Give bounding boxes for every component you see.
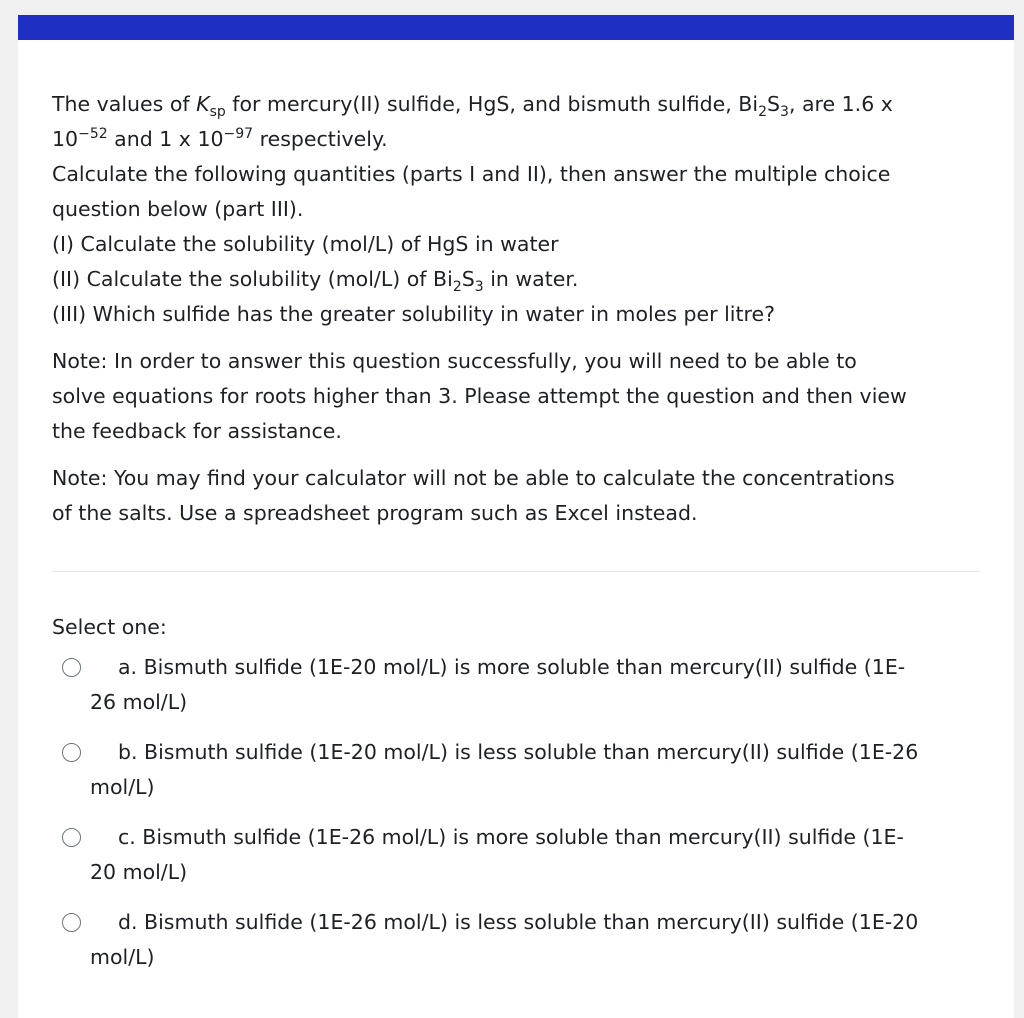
question-card [18,15,1014,1018]
question-part-1: (I) Calculate the solubility (mol/L) of HgS in water [52,232,559,256]
question-text [52,87,982,531]
radio-button-b[interactable] [62,743,81,762]
question-line-4: question below (part III). [52,197,304,221]
answer-option-a-label[interactable]: a. Bismuth sulfide (1E-20 mol/L) is more soluble than mercury(II) sulfide (1E- 26 mol/L) [90,655,906,714]
answer-option-b-label[interactable]: b. Bismuth sulfide (1E-20 mol/L) is less soluble than mercury(II) sulfide (1E-26 mol/L) [90,740,919,799]
answer-option-d-label[interactable]: d. Bismuth sulfide (1E-26 mol/L) is less soluble than mercury(II) sulfide (1E-20 mol/L) [90,910,919,969]
radio-button-a[interactable] [62,658,81,677]
note-roots: Note: In order to answer this question successfully, you will need to be able to solve equations for roots higher than 3. Please attempt the question and then view the feedback for assistance. [52,349,907,443]
radio-button-c[interactable] [62,828,81,847]
question-part-2: (II) Calculate the solubility (mol/L) of $Bi_2S_3$ in water. [52,267,579,295]
question-header-bar [18,15,1014,40]
question-line-2: $10^{-52}$ and 1 x $10^{-97}$ respectively. [52,126,388,151]
select-one-label: Select one: [52,615,167,639]
question-line-3: Calculate the following quantities (parts I and II), then answer the multiple choice [52,162,891,186]
divider [52,571,980,572]
ksp-symbol: K [196,92,210,116]
note-calculator: Note: You may find your calculator will not be able to calculate the concentrations of the salts. Use a spreadsheet program such as Excel instead. [52,466,895,525]
radio-button-d[interactable] [62,913,81,932]
question-part-3: (III) Which sulfide has the greater solubility in water in moles per litre? [52,302,775,326]
answer-option-c-label[interactable]: c. Bismuth sulfide (1E-26 mol/L) is more soluble than mercury(II) sulfide (1E- 20 mol/L) [90,825,904,884]
question-line-1: The values of $K_{sp}$ for mercury(II) sulfide, HgS, and bismuth sulfide, $Bi_2S_3$, are 1.6 x [52,92,893,120]
